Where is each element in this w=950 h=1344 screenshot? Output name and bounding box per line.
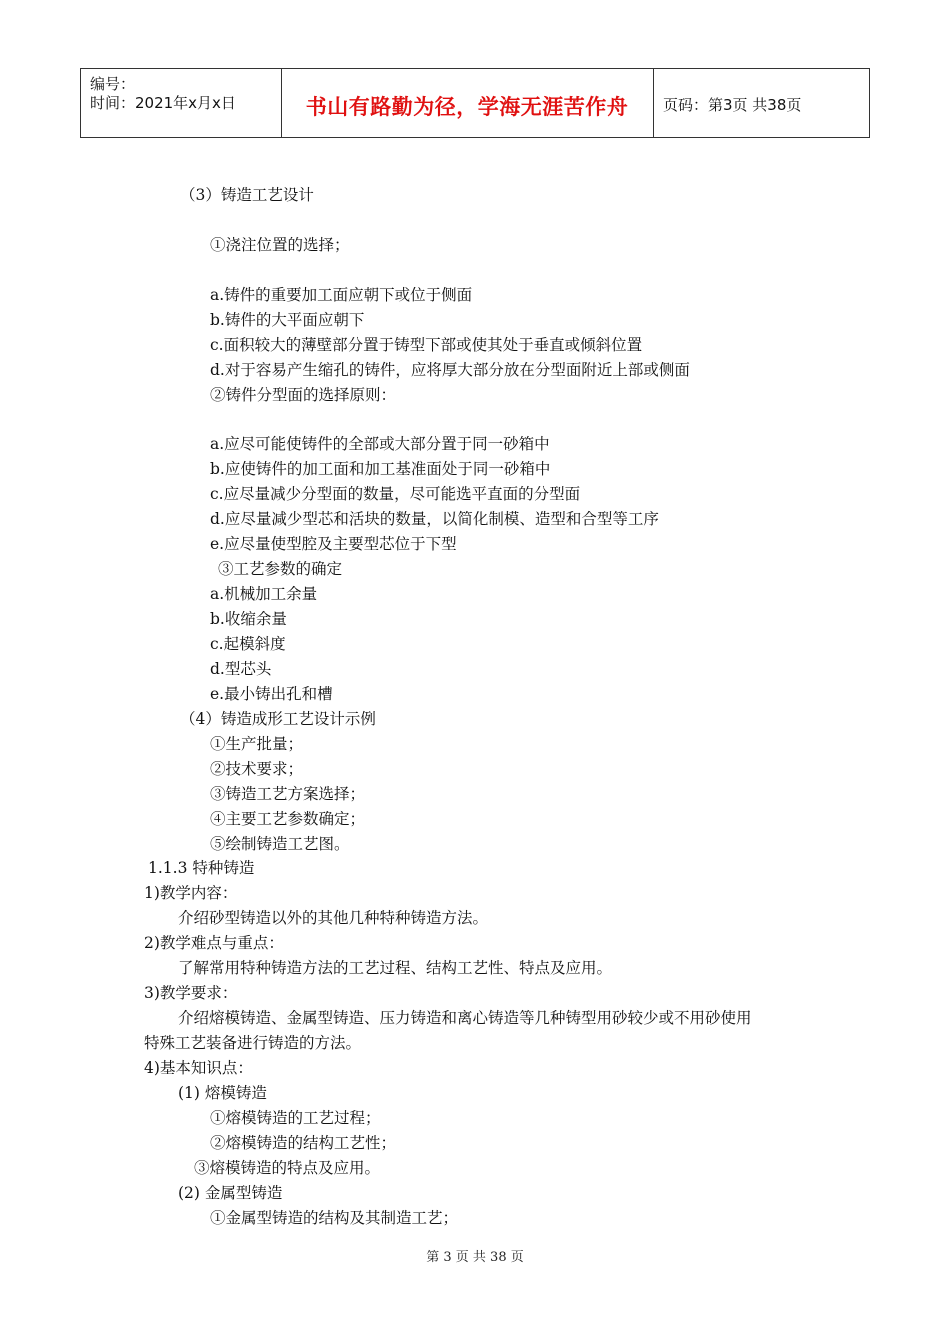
subsection-heading: ①浇注位置的选择； bbox=[210, 236, 350, 254]
paragraph: 特殊工艺装备进行铸造的方法。 bbox=[144, 1034, 362, 1052]
header-motto: 书山有路勤为径，学海无涯苦作舟 bbox=[305, 95, 629, 119]
item-heading: 1)教学内容： bbox=[144, 884, 238, 902]
list-item: ⑤绘制铸造工艺图。 bbox=[210, 835, 350, 853]
chapter-heading: 1.1.3 特种铸造 bbox=[148, 859, 255, 877]
list-item: e.应尽量使型腔及主要型芯位于下型 bbox=[210, 535, 457, 553]
list-item: b.收缩余量 bbox=[210, 610, 287, 628]
list-item: ②技术要求； bbox=[210, 760, 304, 778]
item-heading: 3)教学要求： bbox=[144, 984, 238, 1002]
paragraph: 介绍熔模铸造、金属型铸造、压力铸造和离心铸造等几种铸型用砂较少或不用砂使用 bbox=[178, 1009, 752, 1027]
list-item: a.铸件的重要加工面应朝下或位于侧面 bbox=[210, 286, 473, 304]
section-heading: (1) 熔模铸造 bbox=[178, 1084, 267, 1102]
item-heading: 2)教学难点与重点： bbox=[144, 934, 284, 952]
list-item: ①生产批量； bbox=[210, 735, 304, 753]
section-heading: （3）铸造工艺设计 bbox=[180, 186, 314, 204]
list-item: d.应尽量减少型芯和活块的数量，以简化制模、造型和合型等工序 bbox=[210, 510, 659, 528]
list-item: ①熔模铸造的工艺过程； bbox=[210, 1109, 381, 1127]
list-item: b.应使铸件的加工面和加工基准面处于同一砂箱中 bbox=[210, 460, 551, 478]
list-item: ④主要工艺参数确定； bbox=[210, 810, 366, 828]
header-divider bbox=[80, 69, 81, 137]
list-item: c.起模斜度 bbox=[210, 635, 286, 653]
list-item: a.机械加工余量 bbox=[210, 585, 318, 603]
header-code-label: 编号： bbox=[90, 75, 136, 93]
subsection-heading: ③工艺参数的确定 bbox=[218, 560, 343, 578]
list-item: ③熔模铸造的特点及应用。 bbox=[194, 1159, 381, 1177]
header-divider bbox=[869, 69, 870, 137]
item-heading: 4)基本知识点： bbox=[144, 1059, 253, 1077]
list-item: d.对于容易产生缩孔的铸件，应将厚大部分放在分型面附近上部或侧面 bbox=[210, 361, 690, 379]
header-table bbox=[80, 68, 870, 138]
header-divider bbox=[653, 69, 654, 137]
list-item: b.铸件的大平面应朝下 bbox=[210, 311, 365, 329]
list-item: c.面积较大的薄壁部分置于铸型下部或使其处于垂直或倾斜位置 bbox=[210, 336, 643, 354]
list-item: c.应尽量减少分型面的数量，尽可能选平直面的分型面 bbox=[210, 485, 581, 503]
section-heading: （4）铸造成形工艺设计示例 bbox=[180, 710, 376, 728]
page-footer: 第 3 页 共 38 页 bbox=[426, 1250, 524, 1265]
paragraph: 了解常用特种铸造方法的工艺过程、结构工艺性、特点及应用。 bbox=[178, 959, 613, 977]
list-item: ②熔模铸造的结构工艺性； bbox=[210, 1134, 397, 1152]
list-item: d.型芯头 bbox=[210, 660, 272, 678]
subsection-heading: ②铸件分型面的选择原则： bbox=[210, 386, 397, 404]
list-item: e.最小铸出孔和槽 bbox=[210, 685, 333, 703]
list-item: a.应尽可能使铸件的全部或大部分置于同一砂箱中 bbox=[210, 435, 550, 453]
list-item: ③铸造工艺方案选择； bbox=[210, 785, 366, 803]
header-page-label: 页码：第3页 共38页 bbox=[663, 96, 802, 114]
header-time-label: 时间：2021年x月x日 bbox=[90, 94, 236, 112]
section-heading: (2) 金属型铸造 bbox=[178, 1184, 283, 1202]
list-item: ①金属型铸造的结构及其制造工艺； bbox=[210, 1209, 459, 1227]
paragraph: 介绍砂型铸造以外的其他几种特种铸造方法。 bbox=[178, 909, 489, 927]
